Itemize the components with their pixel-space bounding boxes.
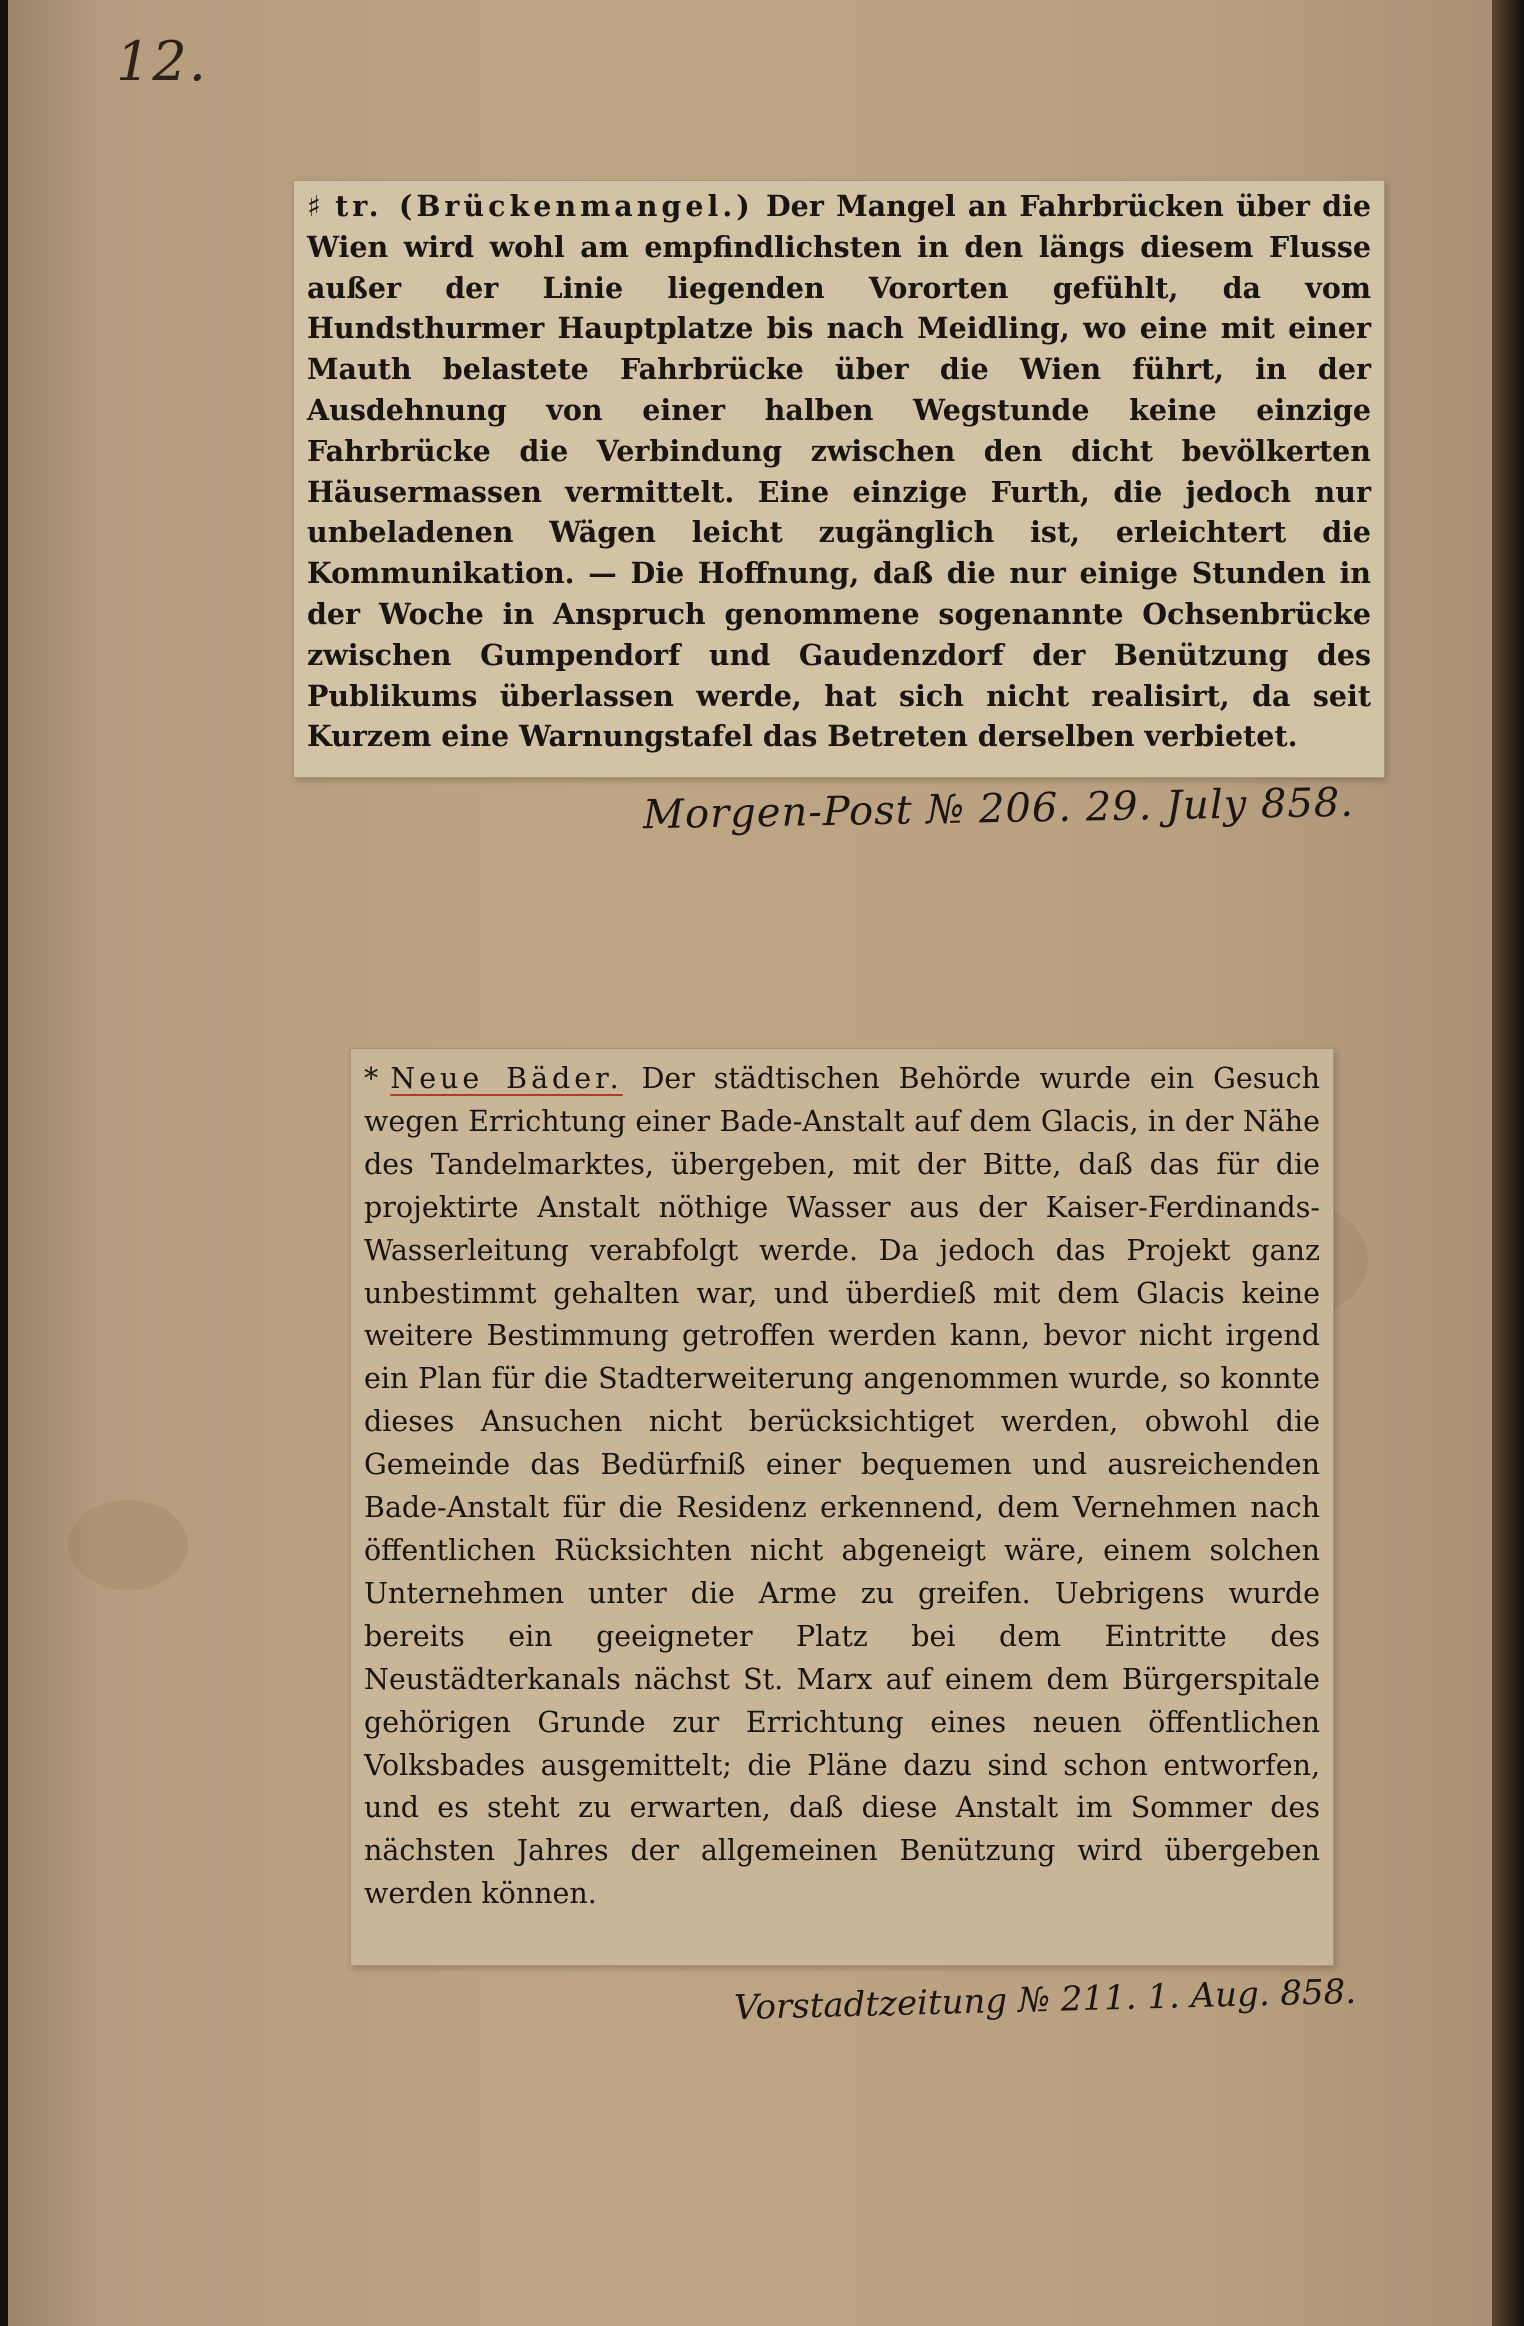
clipping-text (350, 1048, 1334, 1966)
paper-stain (68, 1500, 188, 1590)
clipping-headline: tr. (Brückenmangel.) (335, 189, 754, 223)
scrapbook-page (8, 0, 1500, 2326)
section-marker: ♯ (307, 189, 324, 223)
book-spine-edge (1492, 0, 1524, 2326)
newspaper-clipping-bridges (293, 180, 1385, 778)
clipping-headline: Neue Bäder. (390, 1062, 623, 1095)
clipping-body: Der städtischen Behörde wurde ein Gesuch wegen Errichtung einer Bade-Anstalt auf dem Glacis, in der Nähe des Tandelmarktes, übergeben, mit der Bitte, daß das für die projektirte Anstalt nöthige Wasser aus der Kaiser-Ferdinands-Wasserleitung verabfolgt werde. Da jedoch das Projekt ganz unbestimmt gehalten war, und überdieß mit dem Glacis keine weitere Bestimmung getroffen werden kann, bevor nicht irgend ein Plan für die Stadterweiterung angenommen wurde, so konnte dieses Ansuchen nicht berücksichtiget werden, obwohl die Gemeinde das Bedürfniß einer bequemen und ausreichenden Bade-Anstalt für die Residenz erkennend, dem Vernehmen nach öffentlichen Rücksichten nicht abgeneigt wäre, einem solchen Unternehmen unter die Arme zu greifen. Uebrigens wurde bereits ein geeigneter Platz bei dem Eintritte des Neustädterkanals nächst St. Marx auf einem dem Bürgerspitale gehörigen Grunde zur Errichtung eines neuen öffentlichen Volksbades ausgemittelt; die Pläne dazu sind schon entworfen, und es steht zu erwarten, daß diese Anstalt im Sommer des nächsten Jahres der allgemeinen Benützung wird übergeben werden können. (364, 1062, 1320, 1911)
handwritten-source-note: Morgen-Post № 206. 29. July 858. (642, 779, 1355, 839)
page-number: 12. (116, 30, 208, 93)
clipping-text (293, 180, 1385, 778)
handwritten-source-note: Vorstadtzeitung № 211. 1. Aug. 858. (733, 1971, 1357, 2029)
clipping-body: Der Mangel an Fahrbrücken über die Wien wird wohl am empfindlichsten in den längs diesem Flusse außer der Linie liegenden Vororten gefühlt, da vom Hundsthurmer Hauptplatze bis nach Meidling, wo eine mit einer Mauth belastete Fahrbrücke über die Wien führt, in der Ausdehnung von einer halben Wegstunde keine einzige Fahrbrücke die Verbindung zwischen den dicht bevölkerten Häusermassen vermittelt. Eine einzige Furth, die jedoch nur unbeladenen Wägen leicht zugänglich ist, erleichtert die Kommunikation. — Die Hoffnung, daß die nur einige Stunden in der Woche in Anspruch genommene sogenannte Ochsenbrücke zwischen Gumpendorf und Gaudenzdorf der Benützung des Publikums überlassen werde, hat sich nicht realisirt, da seit Kurzem eine Warnungstafel das Betreten derselben verbietet. (307, 189, 1371, 754)
newspaper-clipping-baths (350, 1048, 1334, 1966)
asterisk-marker: * (364, 1062, 379, 1095)
